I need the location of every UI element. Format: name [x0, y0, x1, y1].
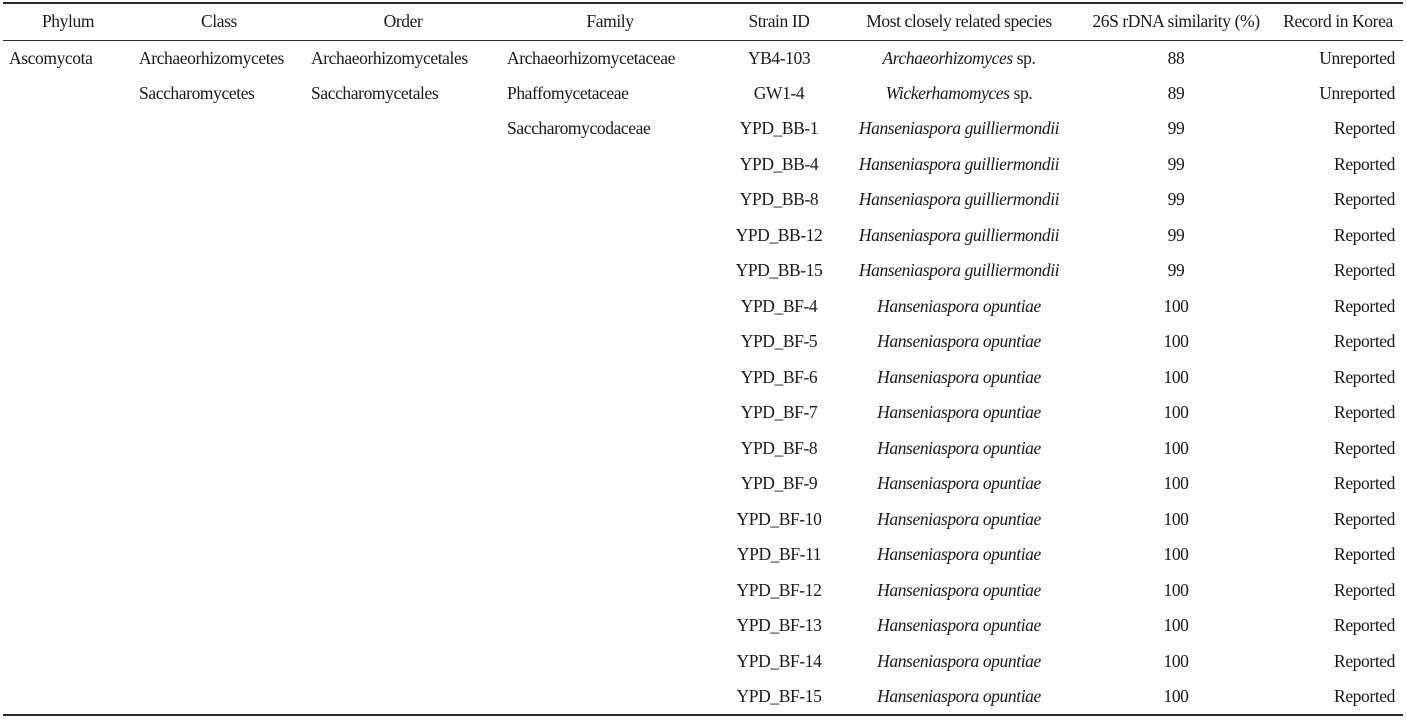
- cell-phylum: [3, 679, 133, 715]
- cell-family: [501, 608, 719, 644]
- species-name: Hanseniaspora opuntiae: [877, 615, 1041, 636]
- cell-similarity: 100: [1163, 615, 1189, 636]
- cell-strain-id: YPD_BF-4: [740, 295, 818, 316]
- cell-record: Reported: [1334, 331, 1395, 352]
- cell-phylum: [3, 395, 133, 431]
- cell-class: [133, 502, 305, 538]
- cell-family: [501, 218, 719, 254]
- cell-similarity: 100: [1163, 366, 1189, 387]
- cell-order: [305, 537, 501, 573]
- cell-order: [305, 431, 501, 467]
- cell-order: [305, 218, 501, 254]
- cell-strain-id: YPD_BF-14: [736, 650, 822, 671]
- cell-phylum: [3, 182, 133, 218]
- table-row: [3, 40, 1403, 76]
- cell-order: [305, 324, 501, 360]
- cell-similarity: 100: [1079, 679, 1273, 715]
- cell-order: [305, 573, 501, 609]
- table-row: [3, 324, 1403, 360]
- table-row: [3, 679, 1403, 715]
- species-name: Hanseniaspora opuntiae: [877, 331, 1041, 352]
- cell-phylum: [3, 608, 133, 644]
- cell-class: [133, 431, 305, 467]
- cell-strain-id: YPD_BF-6: [740, 366, 818, 387]
- cell-phylum: [3, 573, 133, 609]
- table-row: [3, 147, 1403, 183]
- cell-similarity: 100: [1163, 473, 1189, 494]
- cell-phylum: [3, 289, 133, 325]
- cell-record: Reported: [1273, 679, 1403, 715]
- cell-record: Reported: [1334, 473, 1395, 494]
- cell-similarity: 100: [1163, 331, 1189, 352]
- cell-species: [839, 431, 1079, 467]
- species-name: Hanseniaspora opuntiae: [877, 437, 1041, 458]
- cell-class: [133, 253, 305, 289]
- cell-similarity: 99: [1167, 189, 1185, 210]
- cell-order: [305, 111, 501, 147]
- cell-family: [501, 466, 719, 502]
- cell-order: [305, 289, 501, 325]
- species-name: Hanseniaspora guilliermondii: [858, 224, 1060, 245]
- cell-phylum: [3, 111, 133, 147]
- cell-record: Unreported: [1319, 82, 1395, 103]
- cell-family: [501, 324, 719, 360]
- species-name: Archaeorhizomyces: [882, 47, 1013, 68]
- cell-similarity: 99: [1167, 224, 1185, 245]
- cell-record: Reported: [1334, 508, 1395, 529]
- species-suffix: sp.: [1012, 47, 1036, 68]
- cell-species: [839, 644, 1079, 680]
- cell-class: [133, 218, 305, 254]
- species-name: Hanseniaspora opuntiae: [877, 402, 1041, 423]
- cell-family: [501, 537, 719, 573]
- cell-phylum: [3, 253, 133, 289]
- cell-record: Reported: [1334, 402, 1395, 423]
- cell-record: Reported: [1334, 224, 1395, 245]
- cell-similarity: 99: [1167, 260, 1185, 281]
- cell-strain-id: GW1-4: [753, 82, 805, 103]
- cell-phylum: [3, 644, 133, 680]
- cell-record: Reported: [1334, 650, 1395, 671]
- cell-similarity: 100: [1163, 437, 1189, 458]
- cell-family: [501, 644, 719, 680]
- cell-record: Reported: [1334, 579, 1395, 600]
- cell-family: [501, 289, 719, 325]
- cell-class: [133, 289, 305, 325]
- cell-strain-id: YPD_BF-13: [736, 615, 822, 636]
- cell-record: Reported: [1334, 118, 1395, 139]
- cell-order: [305, 360, 501, 396]
- cell-record: Unreported: [1319, 47, 1395, 68]
- species-name: Hanseniaspora opuntiae: [877, 508, 1041, 529]
- cell-strain-id: YPD_BF-8: [740, 437, 818, 458]
- cell-species: [839, 253, 1079, 289]
- cell-strain-id: YPD_BB-4: [739, 153, 819, 174]
- cell-strain-id: YPD_BB-12: [735, 224, 823, 245]
- cell-strain-id: YPD_BF-11: [736, 544, 822, 565]
- cell-order: [305, 466, 501, 502]
- cell-class: [133, 679, 305, 715]
- cell-class: [133, 395, 305, 431]
- cell-similarity: 89: [1167, 82, 1185, 103]
- cell-class: [133, 360, 305, 396]
- cell-class: [133, 466, 305, 502]
- cell-species: [839, 679, 1079, 715]
- species-name: Hanseniaspora opuntiae: [877, 473, 1041, 494]
- cell-similarity: 88: [1167, 47, 1185, 68]
- header-row: [3, 3, 1403, 40]
- cell-record: Reported: [1334, 615, 1395, 636]
- table-row: [3, 111, 1403, 147]
- cell-strain-id: YPD_BB-1: [739, 118, 819, 139]
- cell-phylum: [3, 502, 133, 538]
- cell-species: [839, 502, 1079, 538]
- cell-similarity: 100: [1163, 295, 1189, 316]
- cell-order: Archaeorhizomycetales: [311, 47, 468, 68]
- yeast-isolates-table-container: [3, 2, 1403, 716]
- species-name: Hanseniaspora opuntiae: [877, 579, 1041, 600]
- cell-order: [305, 644, 501, 680]
- species-name: Hanseniaspora guilliermondii: [858, 260, 1060, 281]
- table-row: [3, 76, 1403, 112]
- header-family: Family: [501, 3, 719, 40]
- cell-class: [133, 537, 305, 573]
- cell-species: [839, 537, 1079, 573]
- table-row: [3, 360, 1403, 396]
- cell-class: Saccharomycetes: [139, 82, 255, 103]
- cell-class: [133, 182, 305, 218]
- table-row: [3, 502, 1403, 538]
- cell-phylum: [3, 431, 133, 467]
- cell-order: [305, 502, 501, 538]
- table-row: [3, 395, 1403, 431]
- table-row: [3, 182, 1403, 218]
- cell-record: Reported: [1334, 189, 1395, 210]
- cell-phylum: [3, 537, 133, 573]
- cell-species: [839, 324, 1079, 360]
- header-species: Most closely related species: [839, 3, 1079, 40]
- cell-class: [133, 608, 305, 644]
- cell-family: [501, 360, 719, 396]
- cell-record: Reported: [1334, 295, 1395, 316]
- cell-order: [305, 182, 501, 218]
- cell-similarity: 100: [1163, 508, 1189, 529]
- cell-species: [839, 608, 1079, 644]
- cell-similarity: 100: [1163, 402, 1189, 423]
- table-row: [3, 253, 1403, 289]
- cell-class: [133, 147, 305, 183]
- species-name: Hanseniaspora guilliermondii: [858, 118, 1060, 139]
- cell-phylum: [3, 218, 133, 254]
- cell-species: [839, 360, 1079, 396]
- cell-family: [501, 182, 719, 218]
- cell-phylum: [3, 76, 133, 112]
- cell-family: Phaffomycetaceae: [507, 82, 629, 103]
- cell-phylum: [3, 466, 133, 502]
- cell-order: Saccharomycetales: [311, 82, 439, 103]
- species-name: Hanseniaspora opuntiae: [877, 366, 1041, 387]
- cell-species: [839, 40, 1079, 76]
- header-similarity: 26S rDNA similarity (%): [1079, 3, 1273, 40]
- cell-strain-id: YPD_BB-15: [735, 260, 823, 281]
- cell-species: [839, 76, 1079, 112]
- cell-family: [501, 573, 719, 609]
- table-row: [3, 466, 1403, 502]
- species-name: Wickerhamomyces: [885, 82, 1010, 103]
- cell-record: Reported: [1334, 437, 1395, 458]
- cell-species: [839, 218, 1079, 254]
- cell-strain-id: YPD_BF-10: [736, 508, 822, 529]
- cell-similarity: 99: [1167, 118, 1185, 139]
- table-row: [3, 218, 1403, 254]
- species-name: Hanseniaspora opuntiae: [877, 295, 1041, 316]
- table-header: [3, 3, 1403, 40]
- cell-species: [839, 289, 1079, 325]
- table-row: [3, 608, 1403, 644]
- species-name: Hanseniaspora guilliermondii: [858, 153, 1060, 174]
- cell-species: [839, 147, 1079, 183]
- cell-phylum: [3, 147, 133, 183]
- cell-similarity: 100: [1163, 579, 1189, 600]
- cell-strain-id: YPD_BF-12: [736, 579, 822, 600]
- cell-record: Reported: [1334, 260, 1395, 281]
- cell-species: [839, 182, 1079, 218]
- cell-phylum: [3, 324, 133, 360]
- cell-family: [501, 253, 719, 289]
- cell-strain-id: YPD_BF-9: [740, 473, 818, 494]
- table-row: [3, 644, 1403, 680]
- species-name: Hanseniaspora opuntiae: [877, 685, 1041, 706]
- header-class: Class: [133, 3, 305, 40]
- cell-record: Reported: [1334, 366, 1395, 387]
- yeast-isolates-table: [3, 2, 1403, 716]
- cell-strain-id: YPD_BB-8: [739, 189, 819, 210]
- cell-order: [305, 608, 501, 644]
- cell-phylum: [3, 360, 133, 396]
- cell-family: [501, 679, 719, 715]
- cell-order: [305, 253, 501, 289]
- cell-similarity: 99: [1167, 153, 1185, 174]
- header-order: Order: [305, 3, 501, 40]
- cell-family: Saccharomycodaceae: [507, 118, 651, 139]
- cell-strain-id: YPD_BF-7: [740, 402, 818, 423]
- cell-family: [501, 502, 719, 538]
- cell-similarity: 100: [1163, 650, 1189, 671]
- table-row: [3, 573, 1403, 609]
- cell-class: [133, 573, 305, 609]
- header-phylum: Phylum: [3, 3, 133, 40]
- table-row: [3, 431, 1403, 467]
- cell-order: [305, 147, 501, 183]
- species-suffix: sp.: [1009, 82, 1033, 103]
- species-name: Hanseniaspora opuntiae: [877, 544, 1041, 565]
- species-name: Hanseniaspora guilliermondii: [858, 189, 1060, 210]
- cell-family: [501, 395, 719, 431]
- cell-family: [501, 147, 719, 183]
- cell-species: [839, 573, 1079, 609]
- table-row: [3, 537, 1403, 573]
- cell-order: [305, 395, 501, 431]
- cell-class: [133, 324, 305, 360]
- cell-class: [133, 644, 305, 680]
- header-strain-id: Strain ID: [719, 3, 839, 40]
- cell-species: [839, 466, 1079, 502]
- cell-class: [133, 111, 305, 147]
- cell-phylum: Ascomycota: [9, 47, 93, 68]
- species-name: Hanseniaspora opuntiae: [877, 650, 1041, 671]
- cell-record: Reported: [1334, 544, 1395, 565]
- cell-class: Archaeorhizomycetes: [139, 47, 284, 68]
- cell-family: Archaeorhizomycetaceae: [507, 47, 676, 68]
- cell-strain-id: YPD_BF-5: [740, 331, 818, 352]
- cell-similarity: 100: [1163, 544, 1189, 565]
- header-record: Record in Korea: [1273, 3, 1403, 40]
- cell-species: [839, 395, 1079, 431]
- table-body: [3, 40, 1403, 715]
- cell-order: [305, 679, 501, 715]
- cell-record: Reported: [1334, 153, 1395, 174]
- table-row: [3, 289, 1403, 325]
- cell-family: [501, 431, 719, 467]
- cell-strain-id: YB4-103: [747, 47, 811, 68]
- cell-strain-id: YPD_BF-15: [719, 679, 839, 715]
- cell-species: [839, 111, 1079, 147]
